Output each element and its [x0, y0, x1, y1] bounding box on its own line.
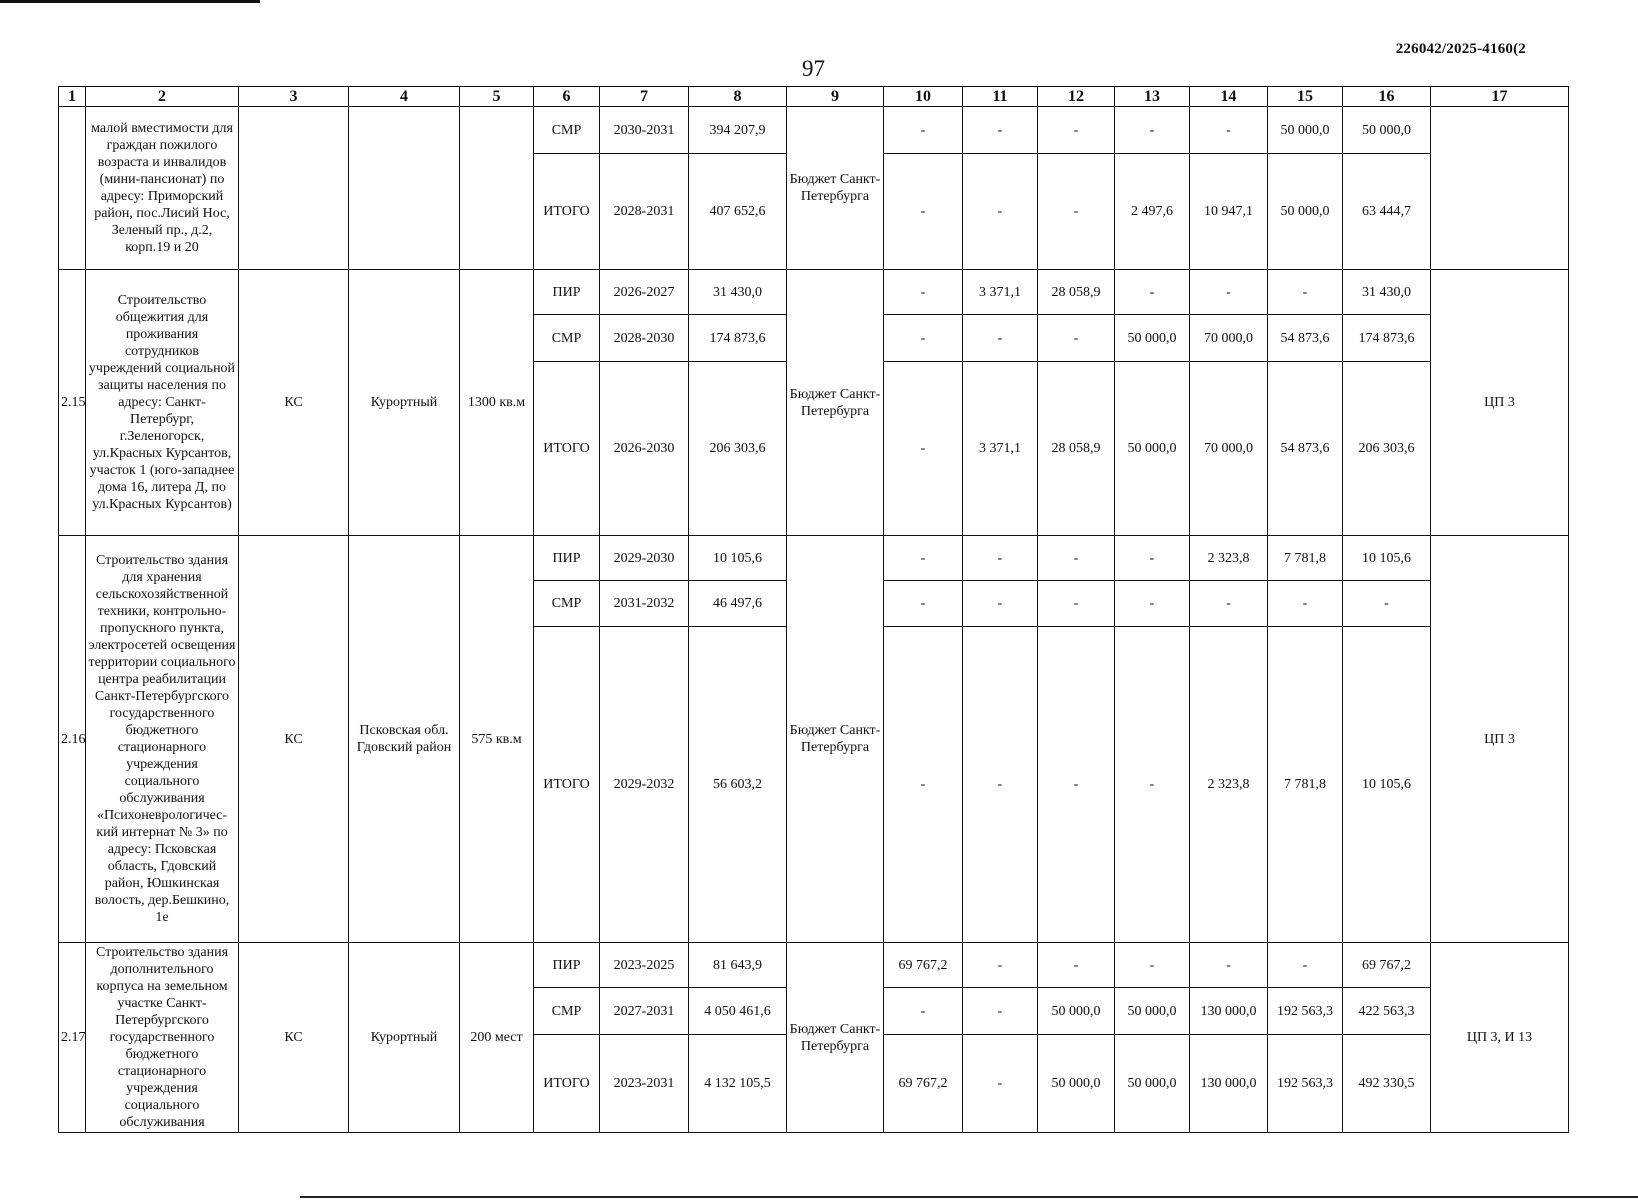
value-cell: -	[1190, 943, 1268, 988]
stage-cell: СМР	[534, 107, 600, 154]
total-cost-cell: 394 207,9	[689, 107, 787, 154]
object-type: КС	[239, 536, 349, 943]
value-cell: 130 000,0	[1190, 988, 1268, 1034]
table-row	[59, 943, 1569, 988]
stage-cell: СМР	[534, 315, 600, 362]
value-cell: 70 000,0	[1190, 362, 1268, 536]
value-cell: -	[1038, 315, 1115, 362]
total-cost-cell: 46 497,6	[689, 581, 787, 627]
value-cell: -	[1115, 943, 1190, 988]
value-cell: 10 105,6	[1343, 627, 1431, 943]
value-cell: 7 781,8	[1268, 536, 1343, 581]
stage-cell: ИТОГО	[534, 362, 600, 536]
object-name: Строительство общежития для проживания сотрудников учреждений социальной защиты населения по адресу: Санкт-Петербург, г.Зеленогорск, ул.Красных Курсантов, участок 1 (юго-западнее дома 16, литера Д, по ул.Красных Курсантов)	[86, 270, 239, 536]
header-cell: 1	[59, 87, 86, 107]
object-number: 2.17	[59, 943, 86, 1133]
object-type	[239, 107, 349, 270]
header-cell: 7	[600, 87, 689, 107]
value-cell: 50 000,0	[1038, 1034, 1115, 1132]
value-cell: -	[884, 107, 963, 154]
value-cell: -	[963, 943, 1038, 988]
value-cell: -	[1115, 627, 1190, 943]
funding-source: Бюджет Санкт-Петербурга	[787, 270, 884, 536]
value-cell: 50 000,0	[1115, 315, 1190, 362]
value-cell: 63 444,7	[1343, 154, 1431, 270]
top-rule	[0, 0, 260, 3]
value-cell: -	[1268, 270, 1343, 315]
period-cell: 2023-2025	[600, 943, 689, 988]
table-row	[59, 270, 1569, 315]
object-number: 2.15	[59, 270, 86, 536]
value-cell: 54 873,6	[1268, 315, 1343, 362]
value-cell: 50 000,0	[1343, 107, 1431, 154]
value-cell: 192 563,3	[1268, 988, 1343, 1034]
value-cell: 3 371,1	[963, 362, 1038, 536]
header-cell: 12	[1038, 87, 1115, 107]
object-type: КС	[239, 270, 349, 536]
header-cell: 6	[534, 87, 600, 107]
value-cell: 50 000,0	[1268, 154, 1343, 270]
value-cell: -	[963, 988, 1038, 1034]
value-cell: 28 058,9	[1038, 270, 1115, 315]
value-cell: 192 563,3	[1268, 1034, 1343, 1132]
value-cell: 69 767,2	[884, 943, 963, 988]
period-cell: 2029-2032	[600, 627, 689, 943]
value-cell: 69 767,2	[884, 1034, 963, 1132]
header-cell: 2	[86, 87, 239, 107]
value-cell: -	[963, 627, 1038, 943]
total-cost-cell: 407 652,6	[689, 154, 787, 270]
value-cell: 10 105,6	[1343, 536, 1431, 581]
header-cell: 10	[884, 87, 963, 107]
value-cell: 70 000,0	[1190, 315, 1268, 362]
header-cell: 17	[1431, 87, 1569, 107]
period-cell: 2029-2030	[600, 536, 689, 581]
value-cell: 50 000,0	[1115, 1034, 1190, 1132]
value-cell: -	[963, 581, 1038, 627]
value-cell: -	[1038, 107, 1115, 154]
value-cell: 422 563,3	[1343, 988, 1431, 1034]
period-cell: 2028-2030	[600, 315, 689, 362]
funding-source: Бюджет Санкт-Петербурга	[787, 107, 884, 270]
table-row	[59, 107, 1569, 154]
header-row	[59, 87, 1569, 107]
object-location	[349, 107, 460, 270]
value-cell: -	[884, 315, 963, 362]
period-cell: 2027-2031	[600, 988, 689, 1034]
value-cell: -	[1038, 943, 1115, 988]
value-cell: -	[884, 362, 963, 536]
value-cell: -	[1115, 107, 1190, 154]
value-cell: 54 873,6	[1268, 362, 1343, 536]
value-cell: -	[963, 536, 1038, 581]
value-cell: 28 058,9	[1038, 362, 1115, 536]
value-cell: -	[1115, 536, 1190, 581]
value-cell: -	[963, 315, 1038, 362]
value-cell: 50 000,0	[1038, 988, 1115, 1034]
value-cell: -	[1038, 627, 1115, 943]
stage-cell: ПИР	[534, 270, 600, 315]
stage-cell: ПИР	[534, 536, 600, 581]
value-cell: -	[884, 988, 963, 1034]
value-cell: -	[884, 270, 963, 315]
value-cell: -	[1268, 581, 1343, 627]
total-cost-cell: 4 050 461,6	[689, 988, 787, 1034]
value-cell: -	[963, 1034, 1038, 1132]
header-cell: 4	[349, 87, 460, 107]
value-cell: 69 767,2	[1343, 943, 1431, 988]
header-cell: 16	[1343, 87, 1431, 107]
value-cell: -	[1190, 581, 1268, 627]
value-cell: 50 000,0	[1115, 362, 1190, 536]
object-capacity: 200 мест	[460, 943, 534, 1133]
object-capacity	[460, 107, 534, 270]
object-capacity: 1300 кв.м	[460, 270, 534, 536]
header-cell: 9	[787, 87, 884, 107]
value-cell: 31 430,0	[1343, 270, 1431, 315]
program-cell	[1431, 107, 1569, 270]
value-cell: -	[1343, 581, 1431, 627]
period-cell: 2028-2031	[600, 154, 689, 270]
stage-cell: СМР	[534, 581, 600, 627]
value-cell: 10 947,1	[1190, 154, 1268, 270]
program-cell: ЦП 3	[1431, 536, 1569, 943]
value-cell: 492 330,5	[1343, 1034, 1431, 1132]
object-location: Курортный	[349, 943, 460, 1133]
value-cell: 130 000,0	[1190, 1034, 1268, 1132]
object-number	[59, 107, 86, 270]
period-cell: 2023-2031	[600, 1034, 689, 1132]
program-cell: ЦП 3, И 13	[1431, 943, 1569, 1133]
value-cell: -	[963, 107, 1038, 154]
value-cell: 2 497,6	[1115, 154, 1190, 270]
object-name: Строительство здания дополнительного корпуса на земельном участке Санкт-Петербургского государственного бюджетного стационарного учреждения социального обслуживания	[86, 943, 239, 1133]
total-cost-cell: 56 603,2	[689, 627, 787, 943]
object-location: Псковская обл. Гдовский район	[349, 536, 460, 943]
value-cell: -	[1038, 536, 1115, 581]
bottom-rule	[300, 1196, 1638, 1198]
funding-source: Бюджет Санкт-Петербурга	[787, 943, 884, 1133]
value-cell: 174 873,6	[1343, 315, 1431, 362]
table-row	[59, 536, 1569, 581]
value-cell: -	[1115, 270, 1190, 315]
value-cell: 7 781,8	[1268, 627, 1343, 943]
value-cell: 50 000,0	[1268, 107, 1343, 154]
value-cell: -	[1268, 943, 1343, 988]
value-cell: -	[884, 581, 963, 627]
value-cell: 50 000,0	[1115, 988, 1190, 1034]
period-cell: 2031-2032	[600, 581, 689, 627]
value-cell: 2 323,8	[1190, 627, 1268, 943]
program-cell: ЦП 3	[1431, 270, 1569, 536]
stage-cell: ИТОГО	[534, 1034, 600, 1132]
object-number: 2.16	[59, 536, 86, 943]
object-type: КС	[239, 943, 349, 1133]
header-cell: 8	[689, 87, 787, 107]
value-cell: -	[1038, 581, 1115, 627]
value-cell: -	[963, 154, 1038, 270]
stage-cell: ПИР	[534, 943, 600, 988]
value-cell: 206 303,6	[1343, 362, 1431, 536]
page-number: 97	[802, 56, 825, 81]
header-cell: 5	[460, 87, 534, 107]
budget-table	[58, 86, 1569, 1133]
total-cost-cell: 4 132 105,5	[689, 1034, 787, 1132]
stage-cell: ИТОГО	[534, 154, 600, 270]
header-cell: 11	[963, 87, 1038, 107]
total-cost-cell: 206 303,6	[689, 362, 787, 536]
period-cell: 2026-2027	[600, 270, 689, 315]
header-cell: 3	[239, 87, 349, 107]
period-cell: 2026-2030	[600, 362, 689, 536]
stage-cell: СМР	[534, 988, 600, 1034]
total-cost-cell: 31 430,0	[689, 270, 787, 315]
funding-source: Бюджет Санкт-Петербурга	[787, 536, 884, 943]
value-cell: -	[1115, 581, 1190, 627]
value-cell: -	[884, 154, 963, 270]
object-name: Строительство здания для хранения сельскохозяйственной техники, контрольно-пропускного пункта, электросетей освещения территории социального центра реабилитации Санкт-Петербургского государственного бюджетного стационарного учреждения социального обслуживания «Психоневрологичес-кий интернат № 3» по адресу: Псковская область, Гдовский район, Юшкинская волость, дер.Бешкино, 1е	[86, 536, 239, 943]
total-cost-cell: 81 643,9	[689, 943, 787, 988]
object-location: Курортный	[349, 270, 460, 536]
total-cost-cell: 10 105,6	[689, 536, 787, 581]
object-capacity: 575 кв.м	[460, 536, 534, 943]
header-cell: 15	[1268, 87, 1343, 107]
value-cell: -	[884, 627, 963, 943]
document-number: 226042/2025-4160(2	[1395, 41, 1526, 57]
value-cell: -	[1190, 107, 1268, 154]
object-name: малой вместимости для граждан пожилого возраста и инвалидов (мини-пансионат) по адресу: Приморский район, пос.Лисий Нос, Зеленый пр., д.2, корп.19 и 20	[86, 107, 239, 270]
value-cell: -	[1038, 154, 1115, 270]
value-cell: -	[884, 536, 963, 581]
period-cell: 2030-2031	[600, 107, 689, 154]
value-cell: 2 323,8	[1190, 536, 1268, 581]
stage-cell: ИТОГО	[534, 627, 600, 943]
header-cell: 13	[1115, 87, 1190, 107]
value-cell: 3 371,1	[963, 270, 1038, 315]
value-cell: -	[1190, 270, 1268, 315]
total-cost-cell: 174 873,6	[689, 315, 787, 362]
header-cell: 14	[1190, 87, 1268, 107]
